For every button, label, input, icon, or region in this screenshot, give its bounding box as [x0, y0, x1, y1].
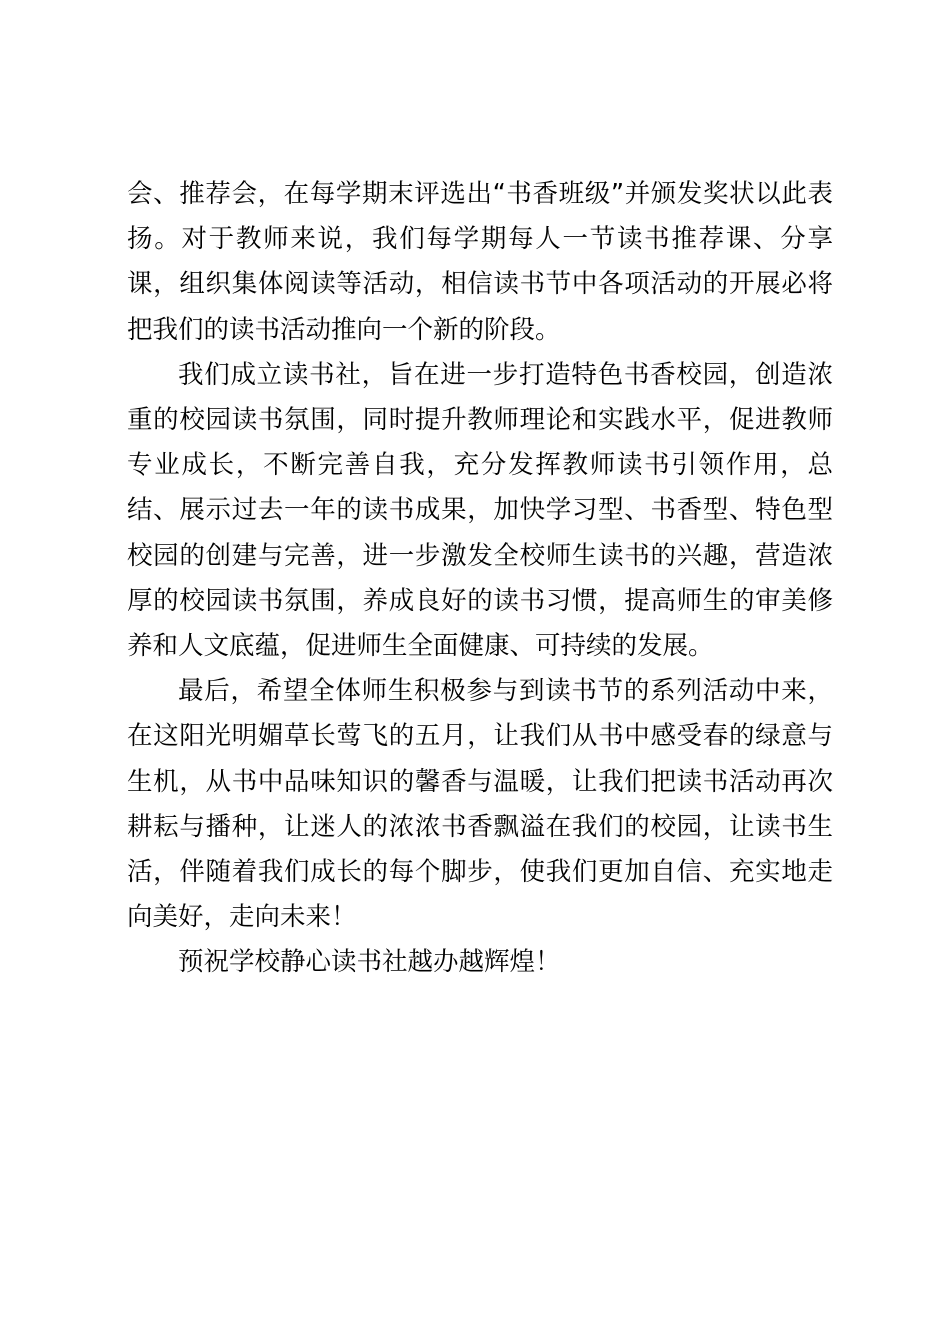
paragraph-closing-hope: 最后，希望全体师生积极参与到读书节的系列活动中来，在这阳光明媚草长莺飞的五月，让我们从书中感受春的绿意与生机，从书中品味知识的馨香与温暖，让我们把读书活动再次耕耘与播种，让迷人的浓浓书香飘溢在我们的校园，让读书生活，伴随着我们成长的每个脚步，使我们更加自信、充实地走向美好，走向未来！: [127, 676, 833, 933]
document-body: [127, 172, 833, 986]
paragraph-wish: 预祝学校静心读书社越办越辉煌！: [178, 947, 561, 978]
paragraph-reading-club: 我们成立读书社，旨在进一步打造特色书香校园，创造浓重的校园读书氛围，同时提升教师理论和实践水平，促进教师专业成长，不断完善自我，充分发挥教师读书引领作用，总结、展示过去一年的读书成果，加快学习型、书香型、特色型校园的创建与完善，进一步激发全校师生读书的兴趣，营造浓厚的校园读书氛围，养成良好的读书习惯，提高师生的审美修养和人文底蕴，促进师生全面健康、可持续的发展。: [127, 359, 833, 662]
paragraph-continuation: 会、推荐会，在每学期末评选出“书香班级”并颁发奖状以此表扬。对于教师来说，我们每学期每人一节读书推荐课、分享课，组织集体阅读等活动，相信读书节中各项活动的开展必将把我们的读书活动推向一个新的阶段。: [127, 179, 833, 345]
